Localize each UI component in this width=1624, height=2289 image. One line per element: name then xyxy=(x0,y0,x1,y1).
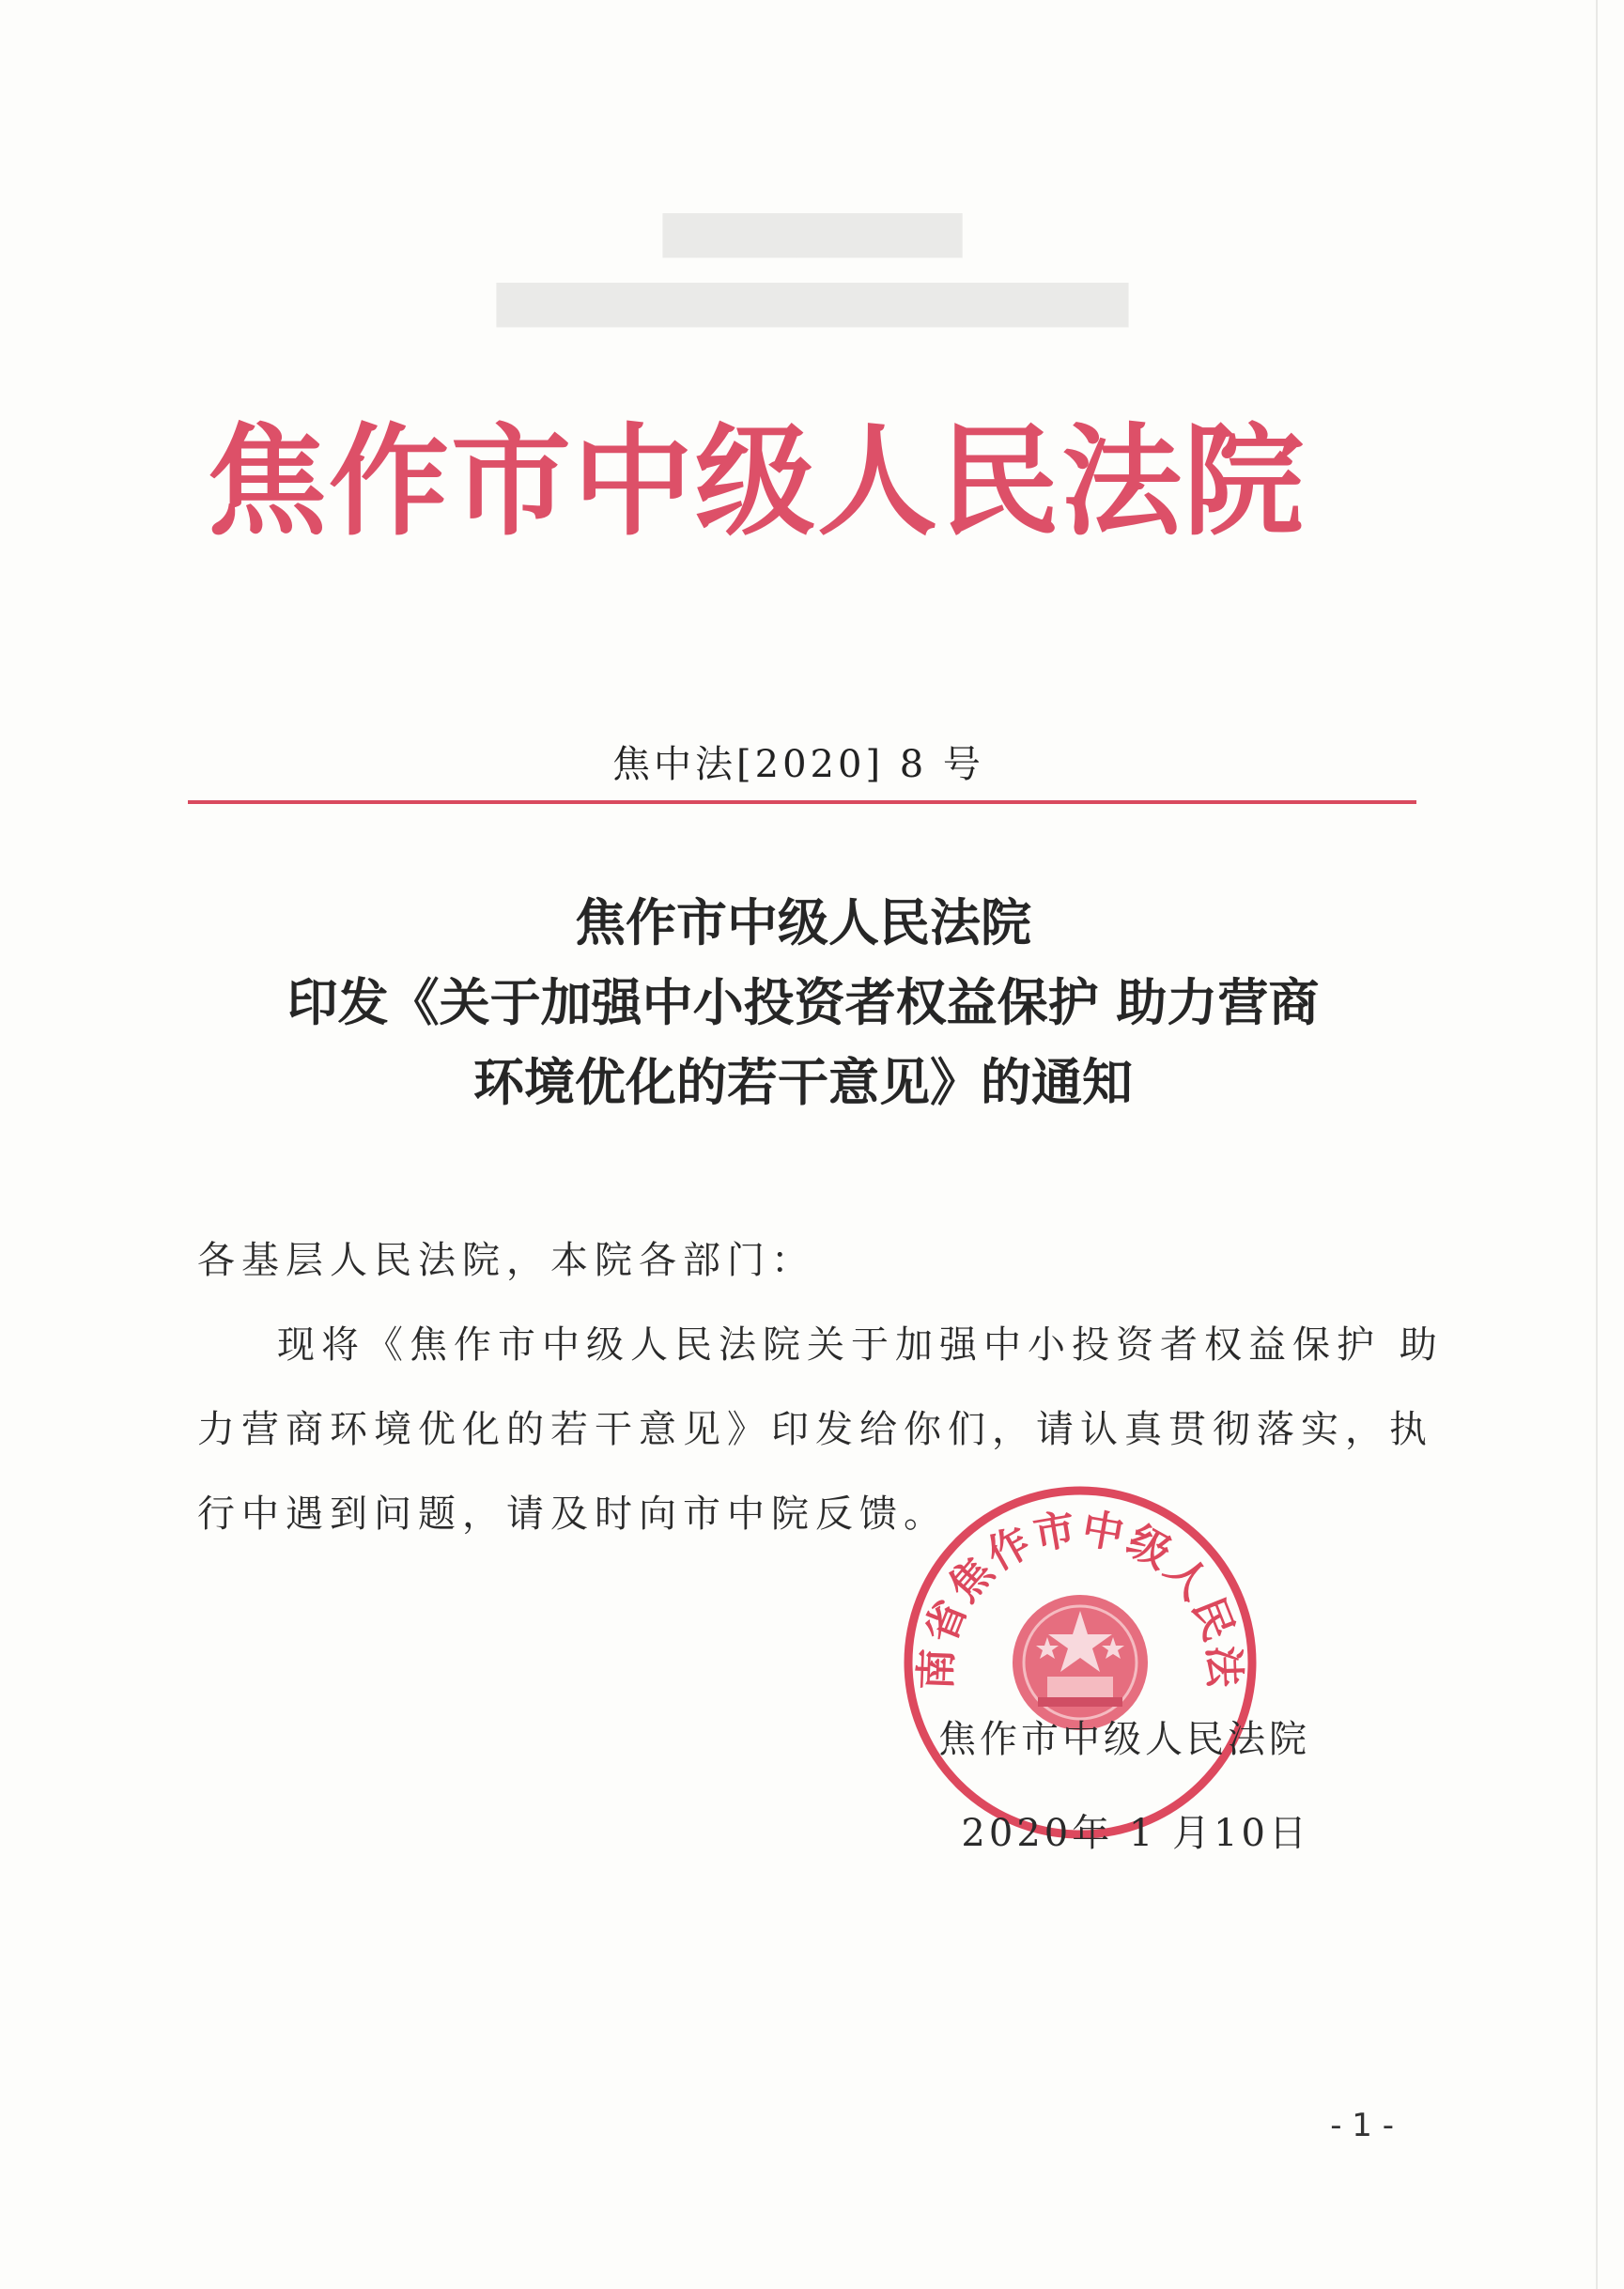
notice-title-line-2: 印发《关于加强中小投资者权益保护 助力营商 xyxy=(286,973,1320,1032)
signing-date: 2020年 1 月10日 xyxy=(961,1812,1310,1855)
signing-organization: 焦作市中级人民法院 xyxy=(938,1718,1310,1761)
page-edge xyxy=(1596,0,1598,2289)
red-separator-line xyxy=(188,800,1416,804)
body-line-2: 力营商环境优化的若干意见》印发给你们，请认真贯彻落实，执 xyxy=(197,1408,1433,1451)
letterhead-title: 焦作市中级人民法院 xyxy=(206,412,1306,552)
official-seal xyxy=(897,1479,1263,1846)
notice-title-line-3: 环境优化的若干意见》的通知 xyxy=(473,1053,1133,1112)
salutation: 各基层人民法院，本院各部门： xyxy=(197,1239,815,1282)
bleed-through-text: ▇▇▇▇▇▇▇▇▇ ▇▇▇▇▇▇▇▇▇▇▇▇▇▇▇▇▇▇▇ xyxy=(496,207,1129,327)
body-line-3: 行中遇到问题，请及时向市中院反馈。 xyxy=(197,1492,948,1536)
svg-text:河南省焦作市中级人民法院: 南省焦作市中级人民法 xyxy=(912,1504,1248,1692)
notice-title-line-1: 焦作市中级人民法院 xyxy=(575,893,1031,952)
body-line-1: 现将《焦作市中级人民法院关于加强中小投资者权益保护 助 xyxy=(277,1323,1444,1367)
page-number: - 1 - xyxy=(1330,2107,1394,2144)
notice-title xyxy=(178,883,1428,1122)
document-number: 焦中法[2020] 8 号 xyxy=(612,743,984,786)
